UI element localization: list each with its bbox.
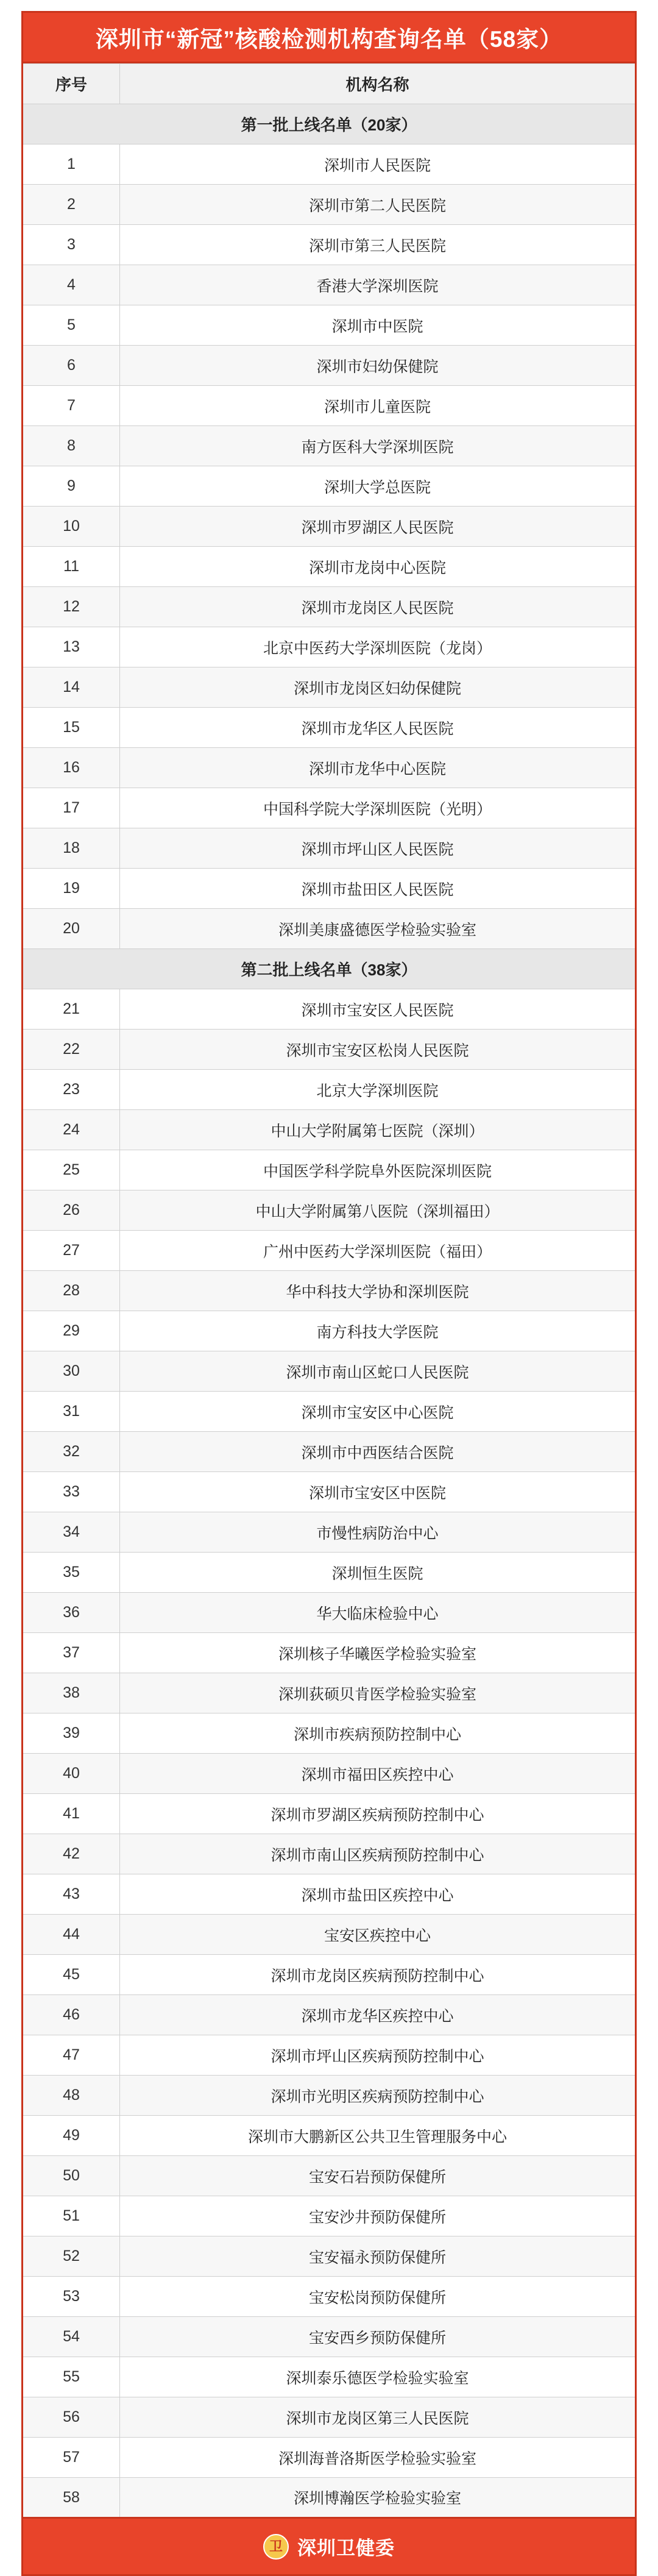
row-index: 27 [23,1231,120,1271]
table-row [23,1311,636,1351]
table-row [23,426,636,466]
row-index: 13 [23,627,120,667]
row-institution-name: 深圳市龙华区人民医院 [120,708,636,748]
table-row [23,627,636,667]
row-institution-name: 中国科学院大学深圳医院（光明） [120,788,636,828]
table-row [23,1392,636,1432]
row-index: 45 [23,1955,120,1995]
row-index: 25 [23,1150,120,1190]
row-institution-name: 深圳市龙岗区疾病预防控制中心 [120,1955,636,1995]
table-row [23,466,636,507]
row-index: 3 [23,225,120,265]
row-index: 24 [23,1110,120,1150]
table-row [23,989,636,1030]
table-row [23,2076,636,2116]
column-header-index: 序号 [23,64,120,104]
page-title: 深圳市“新冠”核酸检测机构查询名单（58家） [95,27,563,52]
row-index: 28 [23,1271,120,1311]
row-institution-name: 深圳市盐田区人民医院 [120,869,636,909]
table-row [23,144,636,185]
row-institution-name: 深圳市龙岗区人民医院 [120,587,636,627]
row-institution-name: 中国医学科学院阜外医院深圳医院 [120,1150,636,1190]
table-row [23,1190,636,1231]
table-row [23,2357,636,2397]
table-row [23,265,636,305]
row-index: 15 [23,708,120,748]
row-index: 22 [23,1030,120,1070]
row-index: 58 [23,2478,120,2518]
row-index: 16 [23,748,120,788]
table-row [23,1432,636,1472]
row-institution-name: 宝安石岩预防保健所 [120,2156,636,2196]
table-row [23,869,636,909]
row-institution-name: 深圳泰乐德医学检验实验室 [120,2357,636,2397]
row-index: 9 [23,466,120,507]
table-row [23,1754,636,1794]
row-institution-name: 南方科技大学医院 [120,1311,636,1351]
row-index: 4 [23,265,120,305]
row-index: 49 [23,2116,120,2156]
row-index: 33 [23,1472,120,1512]
table-row [23,1231,636,1271]
row-index: 19 [23,869,120,909]
row-institution-name: 深圳市宝安区松岗人民医院 [120,1030,636,1070]
table-row [23,225,636,265]
row-institution-name: 深圳市罗湖区疾病预防控制中心 [120,1794,636,1834]
row-institution-name: 深圳市宝安区人民医院 [120,989,636,1030]
section-header-row [23,949,636,989]
row-institution-name: 深圳市罗湖区人民医院 [120,507,636,547]
row-institution-name: 深圳市龙岗区妇幼保健院 [120,667,636,708]
row-index: 57 [23,2438,120,2478]
section-label: 第二批上线名单（38家） [23,949,636,989]
row-institution-name: 深圳荻硕贝肯医学检验实验室 [120,1673,636,1713]
row-institution-name: 广州中医药大学深圳医院（福田） [120,1231,636,1271]
row-index: 30 [23,1351,120,1392]
row-index: 7 [23,386,120,426]
row-institution-name: 北京中医药大学深圳医院（龙岗） [120,627,636,667]
row-institution-name: 深圳大学总医院 [120,466,636,507]
table-row [23,1955,636,1995]
row-index: 1 [23,144,120,185]
row-index: 32 [23,1432,120,1472]
row-index: 5 [23,305,120,346]
row-index: 11 [23,547,120,587]
row-institution-name: 深圳核子华曦医学检验实验室 [120,1633,636,1673]
row-institution-name: 中山大学附属第七医院（深圳） [120,1110,636,1150]
table-row [23,2438,636,2478]
row-institution-name: 华中科技大学协和深圳医院 [120,1271,636,1311]
row-index: 51 [23,2196,120,2236]
table-row [23,1633,636,1673]
row-institution-name: 深圳美康盛德医学检验实验室 [120,909,636,949]
table-row [23,305,636,346]
row-index: 38 [23,1673,120,1713]
row-institution-name: 深圳市疾病预防控制中心 [120,1713,636,1754]
row-index: 42 [23,1834,120,1874]
table-row [23,2397,636,2438]
table-row [23,1472,636,1512]
document-title-bar [21,11,637,63]
row-institution-name: 深圳市龙华中心医院 [120,748,636,788]
table-row [23,1351,636,1392]
row-index: 14 [23,667,120,708]
table-row [23,2196,636,2236]
row-index: 8 [23,426,120,466]
row-index: 50 [23,2156,120,2196]
row-institution-name: 北京大学深圳医院 [120,1070,636,1110]
table-row [23,2277,636,2317]
row-institution-name: 深圳市福田区疾控中心 [120,1754,636,1794]
table-row [23,1593,636,1633]
document-footer [21,2519,637,2576]
row-institution-name: 深圳市龙岗中心医院 [120,547,636,587]
row-index: 2 [23,185,120,225]
table-row [23,1512,636,1553]
row-institution-name: 深圳市中西医结合医院 [120,1432,636,1472]
document-body [21,0,637,2576]
row-institution-name: 深圳市大鹏新区公共卫生管理服务中心 [120,2116,636,2156]
row-institution-name: 深圳市龙华区疾控中心 [120,1995,636,2035]
row-institution-name: 华大临床检验中心 [120,1593,636,1633]
row-index: 47 [23,2035,120,2076]
row-institution-name: 宝安区疾控中心 [120,1915,636,1955]
row-index: 36 [23,1593,120,1633]
table-row [23,788,636,828]
table-row [23,1271,636,1311]
institution-list-table [21,63,637,2519]
table-row [23,2236,636,2277]
table-row [23,1915,636,1955]
row-index: 26 [23,1190,120,1231]
row-index: 43 [23,1874,120,1915]
table-row [23,2478,636,2518]
row-institution-name: 宝安西乡预防保健所 [120,2317,636,2357]
row-institution-name: 深圳海普洛斯医学检验实验室 [120,2438,636,2478]
row-institution-name: 深圳市龙岗区第三人民医院 [120,2397,636,2438]
row-institution-name: 深圳市坪山区疾病预防控制中心 [120,2035,636,2076]
row-index: 31 [23,1392,120,1432]
table-row [23,1110,636,1150]
row-index: 18 [23,828,120,869]
row-institution-name: 中山大学附属第八医院（深圳福田） [120,1190,636,1231]
row-institution-name: 深圳博瀚医学检验实验室 [120,2478,636,2518]
table-row [23,1673,636,1713]
row-index: 40 [23,1754,120,1794]
row-institution-name: 深圳市南山区蛇口人民医院 [120,1351,636,1392]
table-row [23,909,636,949]
table-row [23,708,636,748]
row-index: 53 [23,2277,120,2317]
row-index: 20 [23,909,120,949]
table-header-row [23,64,636,104]
row-institution-name: 深圳市盐田区疾控中心 [120,1874,636,1915]
row-index: 10 [23,507,120,547]
table-row [23,2156,636,2196]
row-index: 17 [23,788,120,828]
footer-label: 深圳卫健委 [297,2538,395,2559]
row-index: 21 [23,989,120,1030]
table-row [23,346,636,386]
table-row [23,386,636,426]
table-row [23,1713,636,1754]
row-institution-name: 深圳市第二人民医院 [120,185,636,225]
section-label: 第一批上线名单（20家） [23,104,636,144]
table-row [23,2116,636,2156]
row-index: 37 [23,1633,120,1673]
row-index: 56 [23,2397,120,2438]
row-institution-name: 深圳市人民医院 [120,144,636,185]
row-institution-name: 深圳市第三人民医院 [120,225,636,265]
section-header-row [23,104,636,144]
table-row [23,547,636,587]
row-institution-name: 宝安松岗预防保健所 [120,2277,636,2317]
row-institution-name: 深圳恒生医院 [120,1553,636,1593]
row-index: 34 [23,1512,120,1553]
row-institution-name: 深圳市光明区疾病预防控制中心 [120,2076,636,2116]
row-institution-name: 深圳市妇幼保健院 [120,346,636,386]
table-row [23,587,636,627]
row-index: 23 [23,1070,120,1110]
row-index: 41 [23,1794,120,1834]
column-header-institution: 机构名称 [120,64,636,104]
row-index: 39 [23,1713,120,1754]
row-index: 35 [23,1553,120,1593]
table-row [23,1150,636,1190]
row-index: 6 [23,346,120,386]
table-row [23,2035,636,2076]
row-index: 12 [23,587,120,627]
table-row [23,1030,636,1070]
table-row [23,2317,636,2357]
row-institution-name: 宝安沙井预防保健所 [120,2196,636,2236]
row-institution-name: 深圳市中医院 [120,305,636,346]
row-institution-name: 深圳市宝安区中医院 [120,1472,636,1512]
row-institution-name: 深圳市坪山区人民医院 [120,828,636,869]
table-row [23,1834,636,1874]
table-row [23,1553,636,1593]
health-commission-seal-icon: 卫 [263,2534,289,2560]
row-index: 55 [23,2357,120,2397]
table-row [23,1070,636,1110]
table-row [23,828,636,869]
table-row [23,507,636,547]
table-row [23,667,636,708]
row-institution-name: 南方医科大学深圳医院 [120,426,636,466]
table-body [23,104,636,2518]
table-row [23,1874,636,1915]
row-institution-name: 深圳市宝安区中心医院 [120,1392,636,1432]
row-institution-name: 深圳市儿童医院 [120,386,636,426]
table-row [23,748,636,788]
row-index: 44 [23,1915,120,1955]
row-index: 48 [23,2076,120,2116]
table-row [23,1794,636,1834]
table-row [23,185,636,225]
row-institution-name: 深圳市南山区疾病预防控制中心 [120,1834,636,1874]
row-institution-name: 宝安福永预防保健所 [120,2236,636,2277]
row-index: 29 [23,1311,120,1351]
row-institution-name: 香港大学深圳医院 [120,265,636,305]
row-index: 46 [23,1995,120,2035]
row-index: 52 [23,2236,120,2277]
row-index: 54 [23,2317,120,2357]
table-row [23,1995,636,2035]
row-institution-name: 市慢性病防治中心 [120,1512,636,1553]
